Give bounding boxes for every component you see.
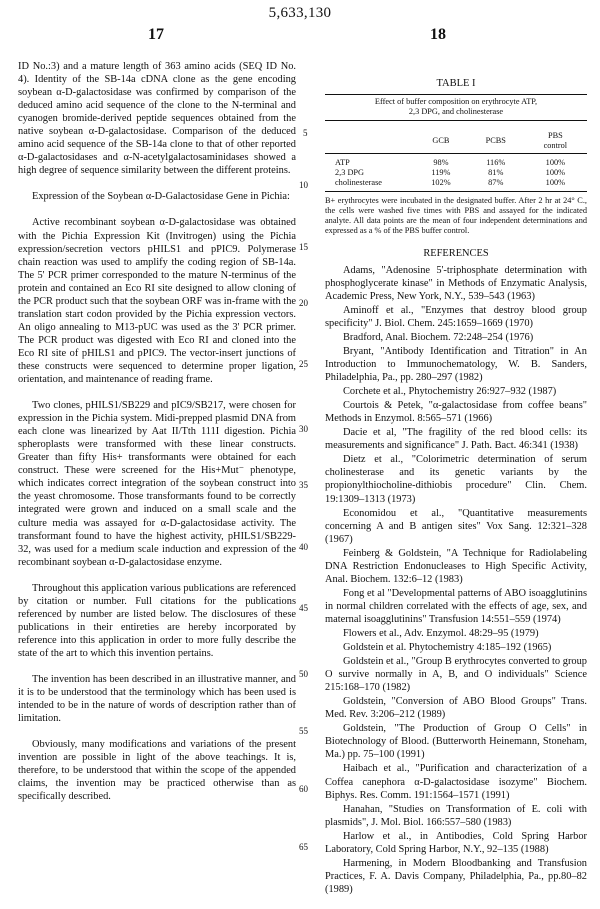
table-row [325, 178, 587, 191]
line-number: 45 [299, 603, 308, 613]
reference-item: Harlow et al., in Antibodies, Cold Spring Harbor Laboratory, Cold Spring Harbor, N.Y., 92–135 (1988) [325, 830, 587, 855]
table-header-control: control [543, 141, 568, 151]
table-caption-line: 2,3 DPG, and cholinesterase [408, 107, 504, 117]
table-header-empty [325, 121, 414, 154]
reference-item: Fong et al "Developmental patterns of ABO isoagglutinins in normal children correlated with the effects of age, sex, and maternal isoagglutinins" Transfusion 14:551–559 (1974) [325, 587, 587, 625]
table-header-pbs: PBS [547, 131, 563, 141]
reference-item: Economidou et al., "Quantitative measurements concerning A and B antigen sites" Vox Sang. 12:321–328 (1967) [325, 507, 587, 545]
paragraph: Active recombinant soybean α-D-galactosidase was obtained with the Pichia Expression Kit (Invitrogen) using the Pichia expression/secretion vectors pHILS1 and pPIC9. Polymerase chain reaction was used to amplify the coding region of SB-14a. The 5' PCR primer corresponded to the mature N-terminus of the protein and contained an Eco RI site designed to allow cloning of the PCR product such that the soybean ORF was in-frame with the translation start codon provided by the Pichia expression vectors. An oligo annealing to M13-pUC was used as the 3' PCR primer. The PCR product was digested with Eco RI and cloned into the Eco RI site of pHILS1 and pPIC9. The vector-insert junctions of these constructs were sequenced to determine proper ligation, orientation, and maintenance of reading frame. [18, 217, 296, 386]
table-cell: 81% [488, 168, 504, 178]
right-page-number: 18 [430, 26, 446, 43]
patent-number: 5,633,130 [268, 5, 332, 21]
paragraph: ID No.:3) and a mature length of 363 amino acids (SEQ ID No. 4). Identity of the SB-14a cDNA clone as the gene encoding soybean α-D-galactosidase was confirmed by comparison of the deduced amino acid sequence of the clone to the N-terminal and cyanogen bromide-derived peptide sequences obtained from the native soybean α-D-galactosidase. Comparison of the deduced amino acid sequence of the SB-14a clone to that of other reported α-D-galactosidases and α-N-acetylgalactosaminidases showed a high degree of sequence similarity between the different proteins. [18, 61, 296, 177]
line-number: 65 [299, 842, 308, 852]
line-number: 10 [299, 180, 308, 190]
reference-item: Harmening, in Modern Bloodbanking and Transfusion Practices, F. A. Davis Company, Philadelphia, Pa., pp.80–82 (1989) [325, 857, 587, 895]
line-number: 5 [303, 128, 308, 138]
reference-item: Dietz et al., "Colorimetric determination of serum cholinesterase and its genetic variants by the propionylthiocholine-dithiobis procedure" Clin. Chem. 19:1309–1313 (1973) [325, 454, 587, 505]
table-cell: 87% [488, 178, 504, 188]
table-header-pbs-control [524, 121, 587, 154]
reference-list [325, 264, 587, 896]
table-row [325, 154, 587, 169]
reference-item: Bryant, "Antibody Identification and Titration" in An Introduction to Immunochematology, W. B. Sanders, Philadelphia, Pa., pp. 280–297 (1982) [325, 346, 587, 384]
reference-item: Aminoff et al., "Enzymes that destroy blood group specificity" J. Biol. Chem. 245:1659–1669 (1970) [325, 304, 587, 329]
table-cell-label: ATP [335, 158, 350, 168]
reference-item: Goldstein, "Conversion of ABO Blood Groups" Trans. Med. Rev. 3:206–212 (1989) [325, 696, 587, 721]
paragraph: Throughout this application various publications are referenced by citation or number. Full citations for the publications referenced by number are listed below. The disclosures of these publications in their entireties are hereby incorporated by reference into this application in order to more fully describe the state of the art to which this invention pertains. [18, 582, 296, 659]
table-title: TABLE I [436, 78, 476, 89]
table-cell: 98% [433, 158, 449, 168]
table-cell: 100% [545, 178, 566, 188]
paragraph: The invention has been described in an illustrative manner, and it is to be understood that the terminology which has been used is intended to be in the nature of words of description rather than of limitation. [18, 673, 296, 725]
paragraph: Two clones, pHILS1/SB229 and pIC9/SB217, were chosen for expression in the Pichia system. Midi-prepped plasmid DNA from each clone was linearized by Aat II/Tth 111I digestion. Pichia spheroplasts were transformed with these linear constructs. Greater than fifty His+ transformants were obtained for each construct. These were screened for the His+Mut⁻ phenotype, which indicates correct integration of the soybean construct into the yeast chromosome. Those transformants found to be correctly integrated were grown and induced on a small scale and the culture media was assayed for α-D-galactosidase activity. The transformant found to have the highest activity, pHILS1/SB229-32, was used for a medium scale induction and expression of the recombinant soybean α-D-galactosidase enzyme. [18, 400, 296, 568]
reference-item: Hanahan, "Studies on Transformation of E. coli with plasmids", J. Mol. Biol. 166:557–580 (1983) [325, 803, 587, 828]
table-cell: 100% [545, 158, 566, 168]
table-cell: 119% [431, 168, 451, 178]
reference-item: Corchete et al., Phytochemistry 26:927–932 (1987) [343, 386, 557, 398]
table-header-pcbs: PCBS [468, 121, 524, 154]
reference-item: Dacie et al, "The fragility of the red blood cells: its measurements and significance" J. Path. Bact. 46:341 (1938) [325, 427, 587, 452]
line-number: 50 [299, 669, 308, 679]
line-number: 40 [299, 542, 308, 552]
reference-item: Flowers et al., Adv. Enzymol. 48:29–95 (1979) [343, 627, 539, 639]
line-number: 55 [299, 726, 308, 736]
reference-item: Goldstein et al. Phytochemistry 4:185–192 (1965) [343, 642, 552, 654]
reference-item: Bradford, Anal. Biochem. 72:248–254 (1976) [343, 331, 534, 343]
data-table [325, 121, 587, 191]
table-cell: 116% [486, 158, 506, 168]
table-caption [325, 95, 587, 121]
references-heading: REFERENCES [423, 247, 489, 259]
table-header-gcb: GCB [414, 121, 468, 154]
left-column [18, 60, 296, 803]
reference-item: Courtois & Petek, "α-galactosidase from coffee beans" Methods in Enzymol. 8:565–571 (1966) [325, 400, 587, 425]
line-number: 60 [299, 784, 308, 794]
table-footnote: B+ erythrocytes were incubated in the designated buffer. After 2 hr at 24° C., the cells were washed five times with PBS and assayed for the indicated analyte. All data points are the mean of four independent determinations and expressed as a % of the PBS buffer control. [325, 196, 587, 235]
table-cell-label: 2,3 DPG [335, 168, 365, 178]
table-frame [325, 94, 587, 192]
paragraph: Obviously, many modifications and variations of the present invention are possible in light of the above teachings. It is, therefore, to be understood that within the scope of the appended claims, the invention may be practiced otherwise than as specifically described. [18, 739, 296, 803]
table-row [325, 168, 587, 178]
table-block [325, 77, 587, 236]
reference-item: Haibach et al., "Purification and characterization of a Coffea canephora α-D-galactosidase isozyme" Biochem. Biphys. Res. Comm. 191:1564–1571 (1991) [325, 763, 587, 801]
left-page-number: 17 [148, 26, 164, 43]
table-cell-label: cholinesterase [335, 178, 382, 188]
table-caption-line: Effect of buffer composition on erythrocyte ATP, [374, 97, 538, 107]
line-number: 25 [299, 359, 308, 369]
reference-item: Goldstein et al., "Group B erythrocytes converted to group O survive normally in A, B, and O individuals" Science 215:168–170 (1982) [325, 656, 587, 694]
line-number: 15 [299, 242, 308, 252]
reference-item: Feinberg & Goldstein, "A Technique for Radiolabeling DNA Restriction Endonucleases to High Specific Activity, Anal. Biochem. 132:6–12 (1983) [325, 547, 587, 585]
line-number: 20 [299, 298, 308, 308]
line-number: 35 [299, 480, 308, 490]
section-heading: Expression of the Soybean α-D-Galactosidase Gene in Pichia: [32, 191, 290, 203]
reference-item: Adams, "Adenosine 5'-triphosphate determination with phosphoglycerate kinase" in Methods of Enzymatic Analysis, Academic Press, New York, N.Y., 539–543 (1963) [325, 264, 587, 302]
right-column [325, 60, 587, 896]
line-number: 30 [299, 424, 308, 434]
table-cell: 102% [431, 178, 451, 188]
reference-item: Goldstein, "The Production of Group O Cells" in Biotechnology of Blood. (Butterworth Heinemann, Stoneham, Ma.) pp. 75–100 (1991) [325, 723, 587, 761]
table-cell: 100% [545, 168, 566, 178]
